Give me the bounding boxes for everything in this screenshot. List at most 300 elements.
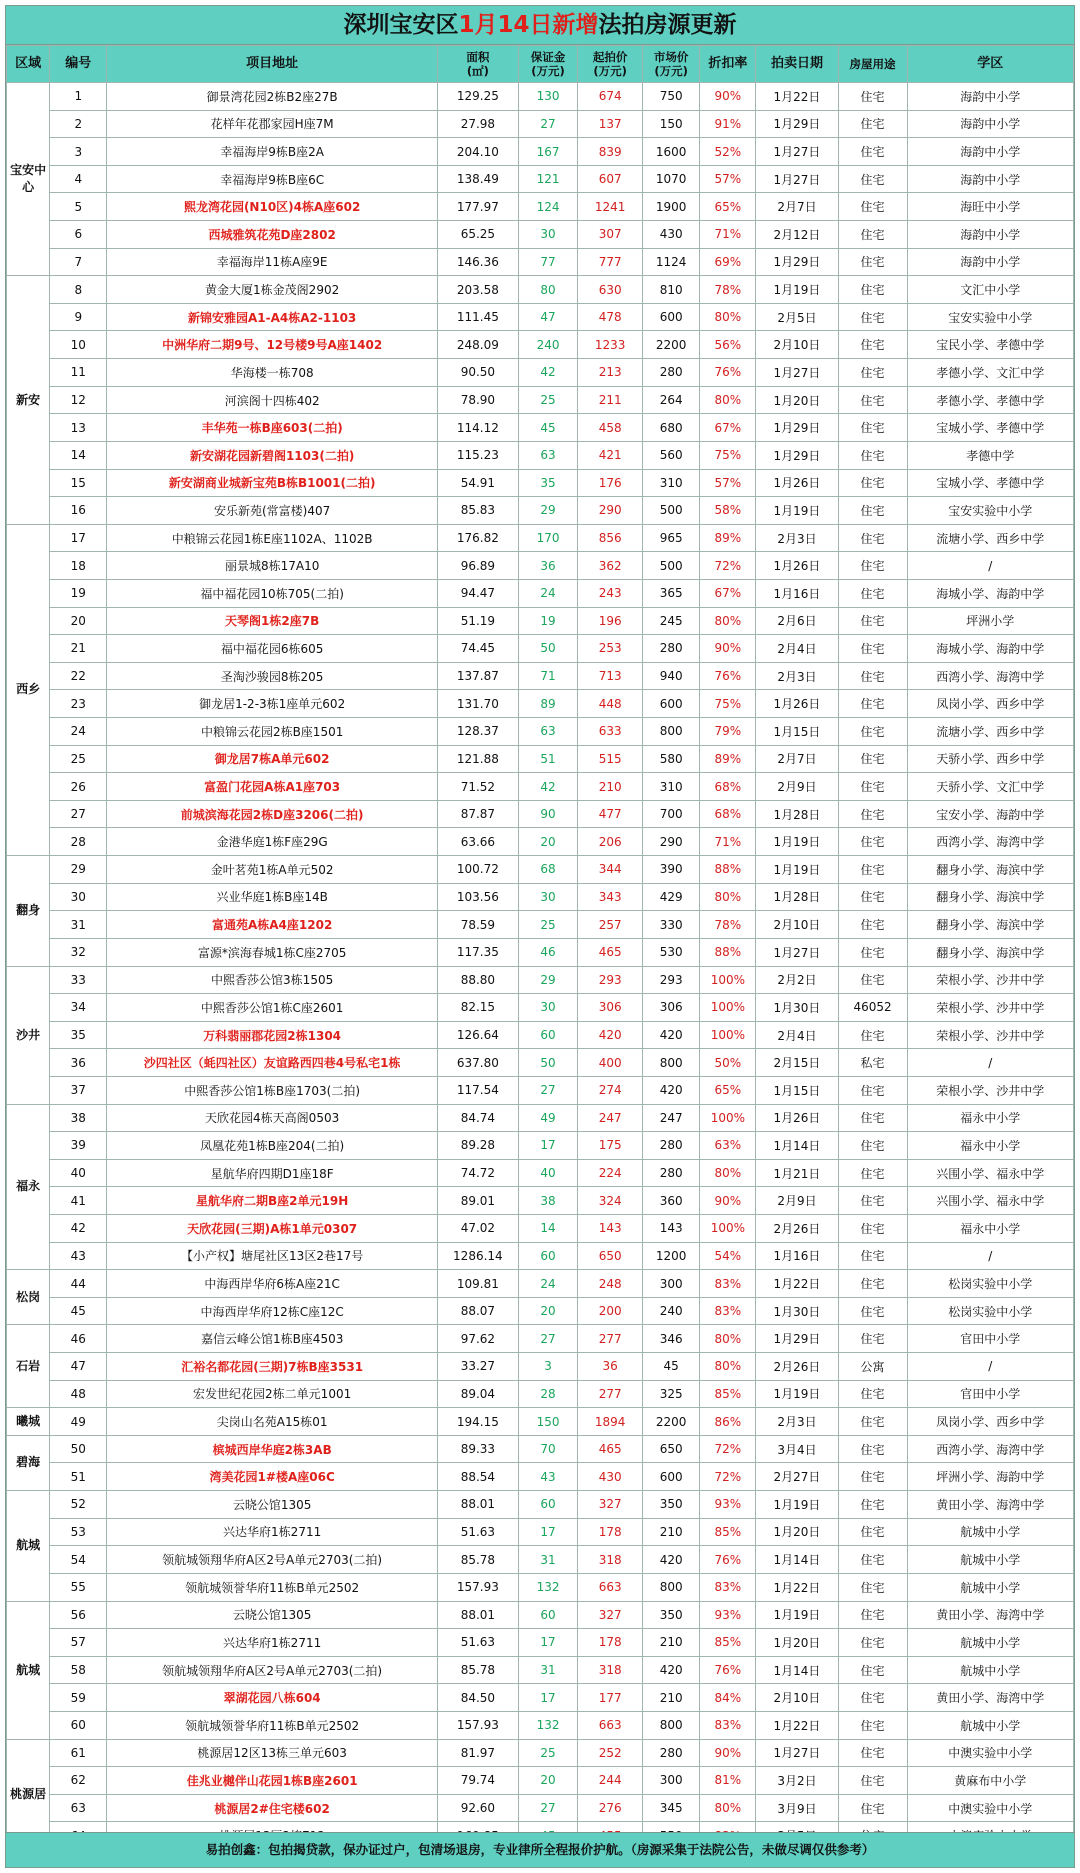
row-area: 111.45 bbox=[437, 303, 518, 331]
row-deposit: 17 bbox=[518, 1518, 577, 1546]
row-number: 6 bbox=[50, 221, 107, 249]
row-start-price: 674 bbox=[578, 83, 643, 111]
row-market-price: 810 bbox=[643, 276, 700, 304]
row-usage: 住宅 bbox=[838, 1408, 907, 1436]
row-market-price: 245 bbox=[643, 607, 700, 635]
row-deposit: 90 bbox=[518, 800, 577, 828]
row-start-price: 420 bbox=[578, 1021, 643, 1049]
row-start-price: 252 bbox=[578, 1739, 643, 1767]
row-start-price: 448 bbox=[578, 690, 643, 718]
row-deposit: 14 bbox=[518, 1214, 577, 1242]
row-start-price: 243 bbox=[578, 579, 643, 607]
row-auction-date: 1月16日 bbox=[756, 579, 838, 607]
row-market-price: 280 bbox=[643, 1159, 700, 1187]
row-area: 33.27 bbox=[437, 1353, 518, 1381]
table-row bbox=[7, 1353, 1074, 1381]
header-market bbox=[643, 46, 700, 83]
row-usage: 住宅 bbox=[838, 1491, 907, 1519]
table-row bbox=[7, 1767, 1074, 1795]
row-auction-date: 1月30日 bbox=[756, 1297, 838, 1325]
table-row bbox=[7, 1242, 1074, 1270]
row-number: 45 bbox=[50, 1297, 107, 1325]
row-area: 138.49 bbox=[437, 165, 518, 193]
table-row bbox=[7, 1270, 1074, 1298]
row-area: 97.62 bbox=[437, 1325, 518, 1353]
row-area: 54.91 bbox=[437, 469, 518, 497]
row-deposit: 49 bbox=[518, 1104, 577, 1132]
row-number: 26 bbox=[50, 773, 107, 801]
header-market-unit: (万元) bbox=[654, 64, 688, 78]
row-discount: 72% bbox=[700, 1463, 756, 1491]
row-number: 5 bbox=[50, 193, 107, 221]
row-school: 翻身小学、海滨中学 bbox=[907, 911, 1073, 939]
row-usage: 住宅 bbox=[838, 718, 907, 746]
row-address: 新安湖花园新碧阁1103(二拍) bbox=[107, 441, 437, 469]
row-deposit: 25 bbox=[518, 386, 577, 414]
row-school: 海韵中小学 bbox=[907, 110, 1073, 138]
row-discount: 52% bbox=[700, 138, 756, 166]
row-usage: 住宅 bbox=[838, 1656, 907, 1684]
table-row bbox=[7, 1021, 1074, 1049]
row-auction-date: 2月9日 bbox=[756, 773, 838, 801]
row-auction-date: 2月3日 bbox=[756, 1408, 838, 1436]
row-discount: 65% bbox=[700, 1076, 756, 1104]
row-school: 宝安实验中小学 bbox=[907, 497, 1073, 525]
row-usage: 住宅 bbox=[838, 331, 907, 359]
row-area: 89.04 bbox=[437, 1380, 518, 1408]
row-school: 海旺中小学 bbox=[907, 193, 1073, 221]
row-auction-date: 1月16日 bbox=[756, 1242, 838, 1270]
row-market-price: 325 bbox=[643, 1380, 700, 1408]
table-row bbox=[7, 745, 1074, 773]
row-address: 中熙香莎公馆1栋C座2601 bbox=[107, 994, 437, 1022]
row-start-price: 277 bbox=[578, 1325, 643, 1353]
row-discount: 80% bbox=[700, 303, 756, 331]
row-market-price: 210 bbox=[643, 1684, 700, 1712]
row-market-price: 600 bbox=[643, 303, 700, 331]
row-number: 61 bbox=[50, 1739, 107, 1767]
row-discount: 85% bbox=[700, 1380, 756, 1408]
row-school: 海韵中小学 bbox=[907, 221, 1073, 249]
row-market-price: 680 bbox=[643, 414, 700, 442]
row-address: 丽景城8栋17A10 bbox=[107, 552, 437, 580]
row-discount: 83% bbox=[700, 1711, 756, 1739]
row-school: 海韵中小学 bbox=[907, 248, 1073, 276]
row-auction-date: 2月7日 bbox=[756, 745, 838, 773]
row-usage: 住宅 bbox=[838, 524, 907, 552]
row-number: 16 bbox=[50, 497, 107, 525]
row-address: 华海楼一栋708 bbox=[107, 359, 437, 387]
row-start-price: 176 bbox=[578, 469, 643, 497]
row-auction-date: 1月26日 bbox=[756, 1104, 838, 1132]
row-discount: 100% bbox=[700, 1021, 756, 1049]
row-usage: 住宅 bbox=[838, 579, 907, 607]
row-area: 248.09 bbox=[437, 331, 518, 359]
row-school: 宝城小学、孝德中学 bbox=[907, 469, 1073, 497]
row-market-price: 290 bbox=[643, 828, 700, 856]
row-usage: 住宅 bbox=[838, 1435, 907, 1463]
row-area: 78.59 bbox=[437, 911, 518, 939]
region-cell: 航城 bbox=[7, 1601, 50, 1739]
row-address: 天琴阁1栋2座7B bbox=[107, 607, 437, 635]
row-address: 金叶茗苑1栋A单元502 bbox=[107, 856, 437, 884]
row-deposit: 124 bbox=[518, 193, 577, 221]
row-deposit: 77 bbox=[518, 248, 577, 276]
row-discount: 76% bbox=[700, 1656, 756, 1684]
row-usage: 住宅 bbox=[838, 607, 907, 635]
region-cell: 曦城 bbox=[7, 1408, 50, 1436]
table-row bbox=[7, 883, 1074, 911]
row-usage: 住宅 bbox=[838, 856, 907, 884]
row-deposit: 36 bbox=[518, 552, 577, 580]
table-row bbox=[7, 303, 1074, 331]
table-row bbox=[7, 276, 1074, 304]
row-address: 天欣花园(三期)A栋1单元0307 bbox=[107, 1214, 437, 1242]
row-market-price: 940 bbox=[643, 662, 700, 690]
row-usage: 46052 bbox=[838, 994, 907, 1022]
row-deposit: 20 bbox=[518, 828, 577, 856]
row-usage: 住宅 bbox=[838, 1187, 907, 1215]
row-market-price: 800 bbox=[643, 1711, 700, 1739]
listing-rows bbox=[7, 83, 1074, 1850]
row-address: 【小产权】塘尾社区13区2巷17号 bbox=[107, 1242, 437, 1270]
row-market-price: 280 bbox=[643, 1739, 700, 1767]
row-area: 27.98 bbox=[437, 110, 518, 138]
row-market-price: 280 bbox=[643, 635, 700, 663]
row-number: 4 bbox=[50, 165, 107, 193]
row-market-price: 1200 bbox=[643, 1242, 700, 1270]
row-address: 领航城领誉华府11栋B单元2502 bbox=[107, 1711, 437, 1739]
row-market-price: 264 bbox=[643, 386, 700, 414]
row-number: 1 bbox=[50, 83, 107, 111]
row-number: 18 bbox=[50, 552, 107, 580]
row-area: 117.54 bbox=[437, 1076, 518, 1104]
row-discount: 83% bbox=[700, 1270, 756, 1298]
row-number: 38 bbox=[50, 1104, 107, 1132]
row-deposit: 3 bbox=[518, 1353, 577, 1381]
row-discount: 56% bbox=[700, 331, 756, 359]
row-number: 23 bbox=[50, 690, 107, 718]
row-start-price: 327 bbox=[578, 1491, 643, 1519]
listing-sheet bbox=[5, 5, 1075, 1868]
table-row bbox=[7, 1573, 1074, 1601]
row-start-price: 177 bbox=[578, 1684, 643, 1712]
row-auction-date: 3月2日 bbox=[756, 1767, 838, 1795]
table-row bbox=[7, 1408, 1074, 1436]
row-area: 71.52 bbox=[437, 773, 518, 801]
row-usage: 住宅 bbox=[838, 276, 907, 304]
row-address: 幸福海岸9栋B座6C bbox=[107, 165, 437, 193]
row-auction-date: 2月10日 bbox=[756, 1684, 838, 1712]
row-area: 157.93 bbox=[437, 1573, 518, 1601]
region-cell: 航城 bbox=[7, 1491, 50, 1601]
row-school: 宝民小学、孝德中学 bbox=[907, 331, 1073, 359]
row-start-price: 307 bbox=[578, 221, 643, 249]
row-usage: 住宅 bbox=[838, 221, 907, 249]
row-discount: 85% bbox=[700, 1518, 756, 1546]
table-row bbox=[7, 1684, 1074, 1712]
row-discount: 80% bbox=[700, 607, 756, 635]
row-market-price: 2200 bbox=[643, 1408, 700, 1436]
title-suffix: 法拍房源更新 bbox=[598, 12, 737, 38]
row-number: 60 bbox=[50, 1711, 107, 1739]
row-usage: 住宅 bbox=[838, 1242, 907, 1270]
table-row bbox=[7, 386, 1074, 414]
row-school: 黄田小学、海湾中学 bbox=[907, 1684, 1073, 1712]
row-school: 官田中小学 bbox=[907, 1325, 1073, 1353]
row-usage: 住宅 bbox=[838, 1463, 907, 1491]
row-auction-date: 1月26日 bbox=[756, 469, 838, 497]
row-number: 42 bbox=[50, 1214, 107, 1242]
row-address: 安乐新苑(常富楼)407 bbox=[107, 497, 437, 525]
row-discount: 100% bbox=[700, 1214, 756, 1242]
row-area: 89.01 bbox=[437, 1187, 518, 1215]
row-discount: 78% bbox=[700, 276, 756, 304]
row-area: 176.82 bbox=[437, 524, 518, 552]
row-number: 62 bbox=[50, 1767, 107, 1795]
row-school: 黄田小学、海湾中学 bbox=[907, 1601, 1073, 1629]
row-market-price: 420 bbox=[643, 1546, 700, 1574]
row-area: 177.97 bbox=[437, 193, 518, 221]
row-auction-date: 2月10日 bbox=[756, 331, 838, 359]
row-auction-date: 1月27日 bbox=[756, 138, 838, 166]
row-deposit: 19 bbox=[518, 607, 577, 635]
table-row bbox=[7, 1794, 1074, 1822]
row-area: 78.90 bbox=[437, 386, 518, 414]
row-area: 203.58 bbox=[437, 276, 518, 304]
row-area: 109.81 bbox=[437, 1270, 518, 1298]
header-deposit-unit: (万元) bbox=[531, 64, 565, 78]
row-address: 圣淘沙骏园8栋205 bbox=[107, 662, 437, 690]
table-row bbox=[7, 193, 1074, 221]
row-auction-date: 2月9日 bbox=[756, 1187, 838, 1215]
row-auction-date: 2月4日 bbox=[756, 1021, 838, 1049]
row-auction-date: 2月26日 bbox=[756, 1353, 838, 1381]
row-discount: 57% bbox=[700, 469, 756, 497]
row-school: 翻身小学、海滨中学 bbox=[907, 938, 1073, 966]
row-area: 88.54 bbox=[437, 1463, 518, 1491]
row-address: 佳兆业樾伴山花园1栋B座2601 bbox=[107, 1767, 437, 1795]
row-number: 20 bbox=[50, 607, 107, 635]
table-row bbox=[7, 1159, 1074, 1187]
row-area: 1286.14 bbox=[437, 1242, 518, 1270]
row-number: 36 bbox=[50, 1049, 107, 1077]
row-usage: 住宅 bbox=[838, 938, 907, 966]
row-school: 黄田小学、海湾中学 bbox=[907, 1491, 1073, 1519]
header-start-label: 起拍价 bbox=[592, 50, 628, 64]
row-start-price: 324 bbox=[578, 1187, 643, 1215]
row-number: 11 bbox=[50, 359, 107, 387]
row-address: 丰华苑一栋B座603(二拍) bbox=[107, 414, 437, 442]
row-discount: 88% bbox=[700, 856, 756, 884]
row-deposit: 170 bbox=[518, 524, 577, 552]
row-discount: 72% bbox=[700, 552, 756, 580]
row-auction-date: 1月19日 bbox=[756, 1491, 838, 1519]
row-number: 9 bbox=[50, 303, 107, 331]
row-address: 万科翡丽郡花园2栋1304 bbox=[107, 1021, 437, 1049]
row-discount: 80% bbox=[700, 1325, 756, 1353]
row-start-price: 515 bbox=[578, 745, 643, 773]
row-market-price: 600 bbox=[643, 1463, 700, 1491]
row-school: 兴围小学、福永中学 bbox=[907, 1187, 1073, 1215]
row-address: 领航城领誉华府11栋B单元2502 bbox=[107, 1573, 437, 1601]
table-row bbox=[7, 938, 1074, 966]
row-deposit: 70 bbox=[518, 1435, 577, 1463]
row-auction-date: 1月28日 bbox=[756, 883, 838, 911]
row-deposit: 68 bbox=[518, 856, 577, 884]
row-number: 3 bbox=[50, 138, 107, 166]
row-discount: 58% bbox=[700, 497, 756, 525]
row-market-price: 330 bbox=[643, 911, 700, 939]
row-auction-date: 2月27日 bbox=[756, 1463, 838, 1491]
row-usage: 住宅 bbox=[838, 193, 907, 221]
header-address: 项目地址 bbox=[107, 46, 437, 83]
row-school: 孝德小学、孝德中学 bbox=[907, 386, 1073, 414]
row-address: 兴达华府1栋2711 bbox=[107, 1629, 437, 1657]
table-row bbox=[7, 579, 1074, 607]
region-cell: 翻身 bbox=[7, 856, 50, 966]
row-school: 流塘小学、西乡中学 bbox=[907, 718, 1073, 746]
row-area: 65.25 bbox=[437, 221, 518, 249]
row-number: 40 bbox=[50, 1159, 107, 1187]
row-address: 御龙居1-2-3栋1座单元602 bbox=[107, 690, 437, 718]
table-row bbox=[7, 1629, 1074, 1657]
row-deposit: 46 bbox=[518, 938, 577, 966]
row-usage: 住宅 bbox=[838, 635, 907, 663]
row-start-price: 210 bbox=[578, 773, 643, 801]
row-school: 西湾小学、海湾中学 bbox=[907, 1435, 1073, 1463]
row-usage: 住宅 bbox=[838, 248, 907, 276]
row-market-price: 560 bbox=[643, 441, 700, 469]
row-address: 汇裕名都花园(三期)7栋B座3531 bbox=[107, 1353, 437, 1381]
row-auction-date: 1月27日 bbox=[756, 165, 838, 193]
row-auction-date: 1月14日 bbox=[756, 1546, 838, 1574]
row-discount: 91% bbox=[700, 110, 756, 138]
row-school: 兴围小学、福永中学 bbox=[907, 1159, 1073, 1187]
row-address: 星航华府二期B座2单元19H bbox=[107, 1187, 437, 1215]
row-discount: 80% bbox=[700, 386, 756, 414]
row-start-price: 400 bbox=[578, 1049, 643, 1077]
header-area-label: 面积 bbox=[466, 50, 490, 64]
row-auction-date: 1月29日 bbox=[756, 110, 838, 138]
row-start-price: 257 bbox=[578, 911, 643, 939]
row-market-price: 650 bbox=[643, 1435, 700, 1463]
table-row bbox=[7, 994, 1074, 1022]
row-discount: 76% bbox=[700, 359, 756, 387]
row-discount: 85% bbox=[700, 1629, 756, 1657]
table-row bbox=[7, 662, 1074, 690]
row-school: 航城中小学 bbox=[907, 1546, 1073, 1574]
row-discount: 72% bbox=[700, 1435, 756, 1463]
row-usage: 住宅 bbox=[838, 1270, 907, 1298]
row-auction-date: 1月22日 bbox=[756, 83, 838, 111]
row-area: 90.50 bbox=[437, 359, 518, 387]
row-deposit: 60 bbox=[518, 1491, 577, 1519]
row-discount: 65% bbox=[700, 193, 756, 221]
row-deposit: 20 bbox=[518, 1297, 577, 1325]
row-discount: 100% bbox=[700, 1104, 756, 1132]
row-usage: 住宅 bbox=[838, 1076, 907, 1104]
row-number: 19 bbox=[50, 579, 107, 607]
row-start-price: 430 bbox=[578, 1463, 643, 1491]
row-market-price: 580 bbox=[643, 745, 700, 773]
row-auction-date: 1月26日 bbox=[756, 552, 838, 580]
row-school: 西湾小学、海湾中学 bbox=[907, 828, 1073, 856]
row-deposit: 25 bbox=[518, 1739, 577, 1767]
row-start-price: 318 bbox=[578, 1656, 643, 1684]
row-deposit: 27 bbox=[518, 1076, 577, 1104]
row-area: 100.72 bbox=[437, 856, 518, 884]
row-market-price: 420 bbox=[643, 1076, 700, 1104]
row-start-price: 343 bbox=[578, 883, 643, 911]
table-row bbox=[7, 911, 1074, 939]
row-area: 81.97 bbox=[437, 1739, 518, 1767]
row-address: 中熙香莎公馆1栋B座1703(二拍) bbox=[107, 1076, 437, 1104]
row-number: 29 bbox=[50, 856, 107, 884]
row-address: 中熙香莎公馆3栋1505 bbox=[107, 966, 437, 994]
row-auction-date: 1月19日 bbox=[756, 828, 838, 856]
row-address: 凤凰花苑1栋B座204(二拍) bbox=[107, 1132, 437, 1160]
row-deposit: 38 bbox=[518, 1187, 577, 1215]
row-discount: 89% bbox=[700, 745, 756, 773]
row-address: 花样年花郡家园H座7M bbox=[107, 110, 437, 138]
row-school: 海韵中小学 bbox=[907, 165, 1073, 193]
row-school: 航城中小学 bbox=[907, 1629, 1073, 1657]
row-usage: 住宅 bbox=[838, 1325, 907, 1353]
table-row bbox=[7, 414, 1074, 442]
row-school: 中澳实验中小学 bbox=[907, 1739, 1073, 1767]
row-address: 御龙居7栋A单元602 bbox=[107, 745, 437, 773]
row-number: 8 bbox=[50, 276, 107, 304]
table-row bbox=[7, 1656, 1074, 1684]
row-usage: 住宅 bbox=[838, 359, 907, 387]
table-row bbox=[7, 248, 1074, 276]
row-number: 41 bbox=[50, 1187, 107, 1215]
row-address: 富通苑A栋A4座1202 bbox=[107, 911, 437, 939]
row-address: 中海西岸华府12栋C座12C bbox=[107, 1297, 437, 1325]
row-address: 湾美花园1#楼A座06C bbox=[107, 1463, 437, 1491]
row-usage: 住宅 bbox=[838, 1021, 907, 1049]
row-deposit: 31 bbox=[518, 1546, 577, 1574]
row-discount: 90% bbox=[700, 1739, 756, 1767]
row-deposit: 24 bbox=[518, 579, 577, 607]
row-number: 7 bbox=[50, 248, 107, 276]
region-cell: 福永 bbox=[7, 1104, 50, 1270]
header-start-unit: (万元) bbox=[593, 64, 627, 78]
row-usage: 住宅 bbox=[838, 1767, 907, 1795]
table-row bbox=[7, 1380, 1074, 1408]
row-market-price: 530 bbox=[643, 938, 700, 966]
table-row bbox=[7, 966, 1074, 994]
row-start-price: 248 bbox=[578, 1270, 643, 1298]
row-deposit: 17 bbox=[518, 1629, 577, 1657]
header-area-unit: (㎡) bbox=[466, 64, 489, 78]
row-auction-date: 3月9日 bbox=[756, 1794, 838, 1822]
row-start-price: 465 bbox=[578, 938, 643, 966]
row-number: 39 bbox=[50, 1132, 107, 1160]
row-discount: 100% bbox=[700, 966, 756, 994]
row-school: / bbox=[907, 552, 1073, 580]
table-row bbox=[7, 1711, 1074, 1739]
row-area: 87.87 bbox=[437, 800, 518, 828]
row-market-price: 700 bbox=[643, 800, 700, 828]
row-deposit: 30 bbox=[518, 883, 577, 911]
row-number: 30 bbox=[50, 883, 107, 911]
row-number: 31 bbox=[50, 911, 107, 939]
row-auction-date: 1月29日 bbox=[756, 248, 838, 276]
row-auction-date: 3月4日 bbox=[756, 1435, 838, 1463]
region-cell: 桃源居 bbox=[7, 1739, 50, 1849]
